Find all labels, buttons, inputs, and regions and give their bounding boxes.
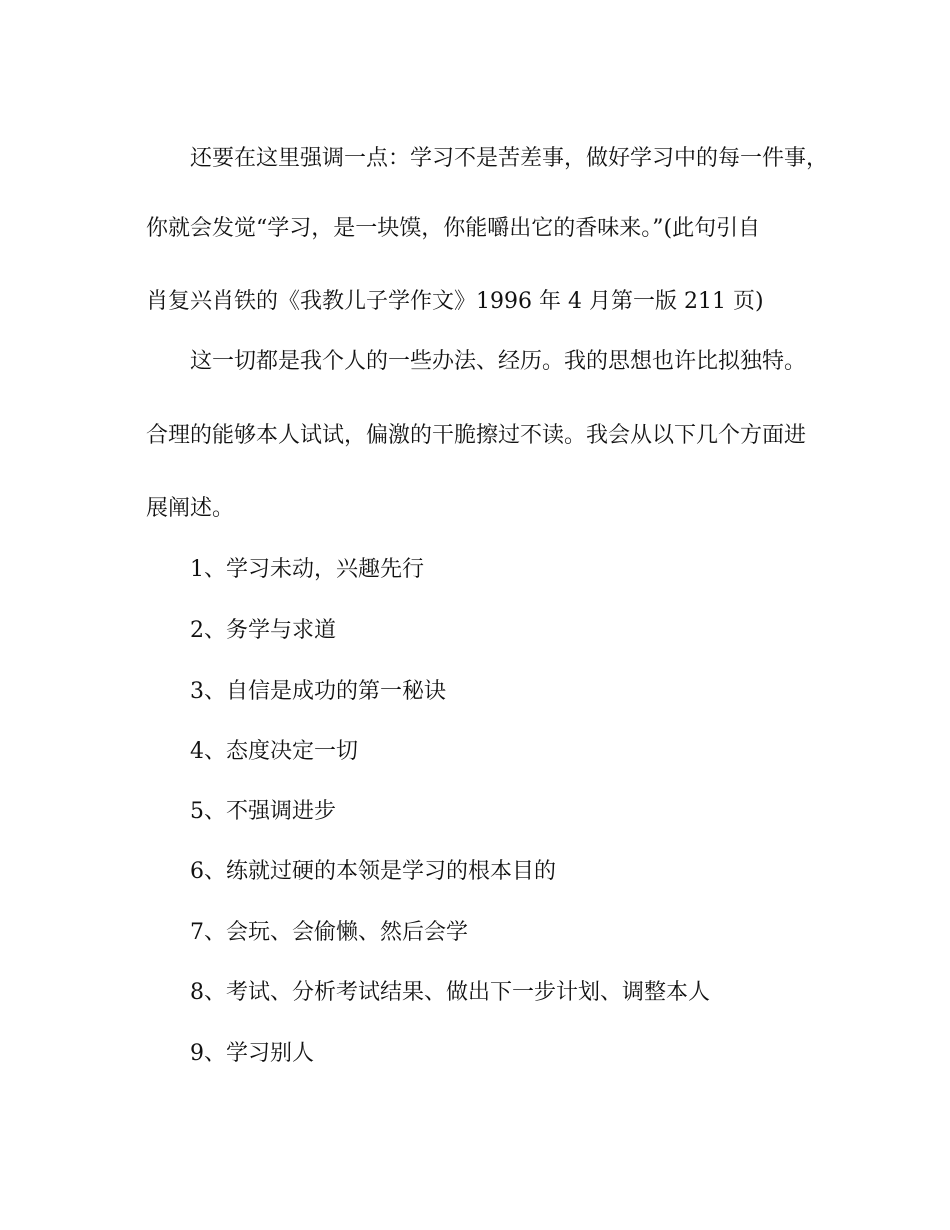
list-item: 6、练就过硬的本领是学习的根本目的 (190, 859, 556, 884)
paragraph-2-line-3: 展阐述。 (146, 496, 235, 521)
paragraph-1-line-2: 你就会发觉“学习，是一块馍，你能嚼出它的香味来。”(此句引自 (146, 216, 761, 241)
list-item: 7、会玩、会偷懒、然后会学 (190, 920, 468, 945)
list-item: 1、学习未动，兴趣先行 (190, 557, 424, 582)
list-item: 3、自信是成功的第一秘诀 (190, 679, 446, 704)
list-item: 2、务学与求道 (190, 618, 336, 643)
list-item: 4、态度决定一切 (190, 739, 358, 764)
paragraph-1-line-3: 肖复兴肖铁的《我教儿子学作文》1996 年 4 月第一版 211 页) (146, 289, 764, 314)
paragraph-2-line-2: 合理的能够本人试试，偏激的干脆擦过不读。我会从以下几个方面进 (146, 423, 807, 448)
list-item: 8、考试、分析考试结果、做出下一步计划、调整本人 (190, 980, 710, 1005)
list-item: 9、学习别人 (190, 1041, 314, 1066)
paragraph-2-line-1: 这一切都是我个人的一些办法、经历。我的思想也许比拟独特。 (190, 349, 807, 374)
paragraph-1-line-1: 还要在这里强调一点：学习不是苦差事，做好学习中的每一件事， (190, 146, 829, 171)
list-item: 5、不强调进步 (190, 799, 336, 824)
